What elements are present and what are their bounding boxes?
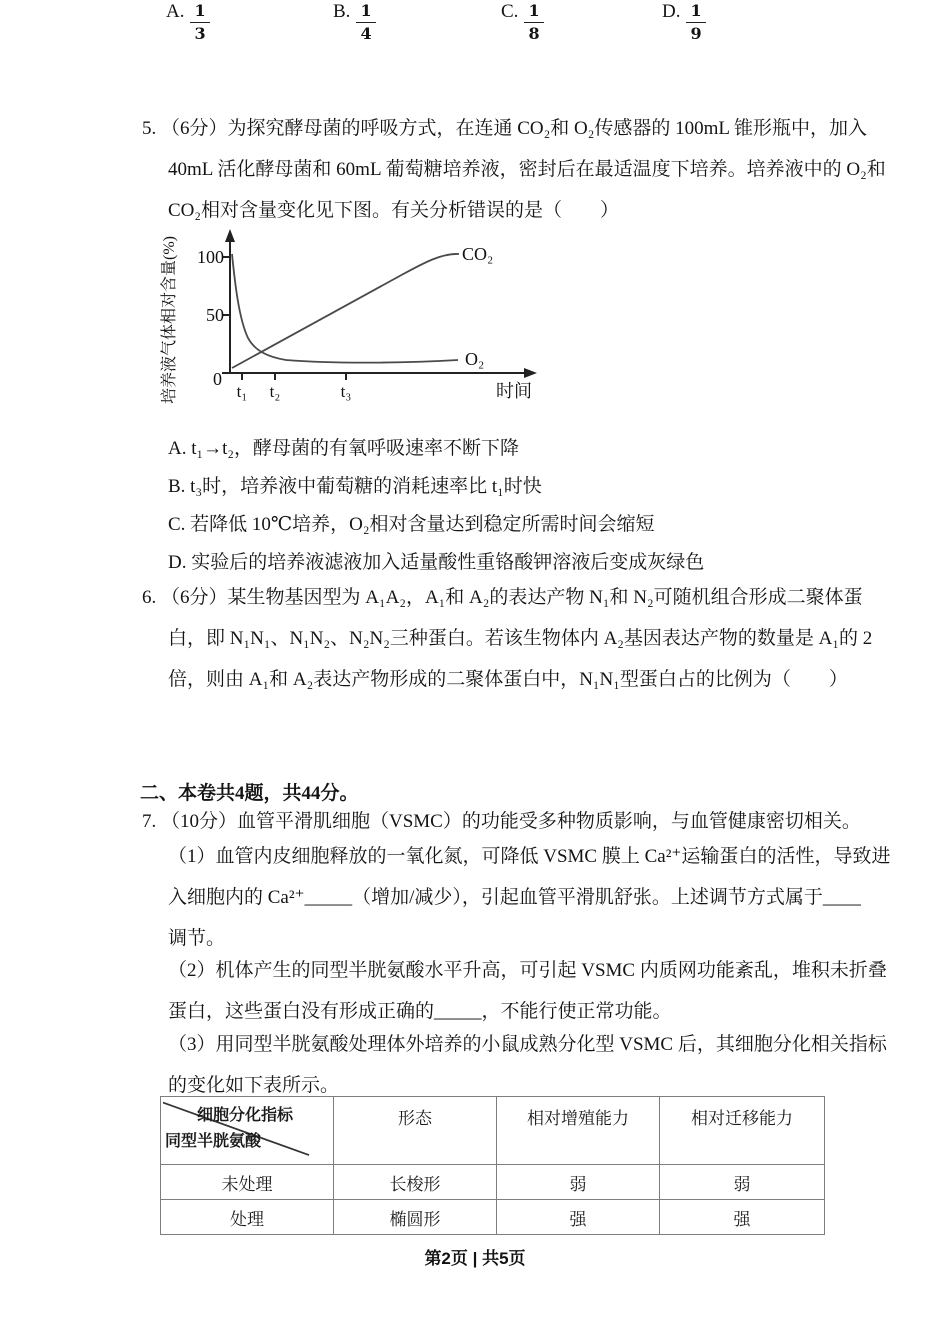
- q7-part1-line-3: 调节。: [168, 928, 226, 949]
- fraction-denominator: 9: [686, 22, 705, 45]
- question-6-line-2: 白，即 N₁N₁、N₁N₂、N₂N₂三种蛋白。若该生物体内 A₂基因表达产物的数量是 A₁的 2: [168, 628, 873, 649]
- question-6-options: [0, 0, 950, 56]
- q7-part3-line-1: （3）用同型半胱氨酸处理体外培养的小鼠成熟分化型 VSMC 后，其细胞分化相关指标: [168, 1034, 887, 1055]
- question-6-option-d: [662, 0, 706, 45]
- q7-part2-line-1: （2）机体产生的同型半胱氨酸水平升高，可引起 VSMC 内质网功能紊乱，堆积未折叠: [168, 960, 887, 981]
- y-axis-arrow-icon: [225, 229, 235, 242]
- chart-y-axis-label: 培养液气体相对含量(%): [161, 236, 178, 404]
- question-6-option-c: [501, 0, 544, 45]
- fraction-numerator: 1: [528, 1, 540, 20]
- chart-x-axis-label: 时间: [496, 381, 532, 401]
- y-tick-100-label: 100: [197, 247, 224, 267]
- y-tick-50-label: 50: [206, 305, 224, 325]
- x-axis-arrow-icon: [524, 368, 537, 378]
- table-header-migration: 相对迁移能力: [660, 1097, 825, 1165]
- table-cell: 弱: [660, 1165, 825, 1200]
- option-letter: B.: [333, 1, 351, 22]
- section-2-heading: 二、本卷共4题，共44分。: [140, 783, 359, 804]
- fraction-numerator: 1: [194, 1, 206, 20]
- question-5-option-b: B. t₃时，培养液中葡萄糖的消耗速率比 t₁时快: [168, 476, 542, 497]
- table-cell: 椭圆形: [334, 1200, 497, 1235]
- question-6: [142, 577, 872, 700]
- fraction-numerator: 1: [360, 1, 372, 20]
- question-6-line-3: 倍，则由 A₁和 A₂表达产物形成的二聚体蛋白中，N₁N₁型蛋白占的比例为（ ）: [168, 669, 848, 690]
- fraction: [524, 0, 543, 45]
- q7-part2-line-2: 蛋白，这些蛋白没有形成正确的_____，不能行使正常功能。: [168, 1001, 672, 1022]
- question-7-part-2: [168, 950, 887, 1032]
- question-5-line-3: CO₂相对含量变化见下图。有关分析错误的是（ ）: [168, 200, 620, 221]
- question-6-option-b: [333, 0, 376, 45]
- option-letter: A.: [166, 1, 185, 22]
- fraction: [190, 0, 209, 45]
- corner-label-homocysteine: 同型半胱氨酸: [165, 1133, 262, 1150]
- question-5-line-2: 40mL 活化酵母菌和 60mL 葡萄糖培养液，密封后在最适温度下培养。培养液中的 O₂和: [168, 159, 886, 180]
- question-6-option-a: [166, 0, 210, 45]
- question-5-option-a: A. t₁→t₂，酵母菌的有氧呼吸速率不断下降: [168, 438, 520, 459]
- co2-curve: [232, 254, 459, 368]
- y-tick-0-label: 0: [213, 369, 222, 389]
- question-7-part-3: [168, 1024, 887, 1106]
- option-letter: C.: [501, 1, 519, 22]
- fraction: [356, 0, 375, 45]
- fraction-denominator: 8: [524, 22, 543, 45]
- table-cell: 长梭形: [334, 1165, 497, 1200]
- question-5-option-d: D. 实验后的培养液滤液加入适量酸性重铬酸钾溶液后变成灰绿色: [168, 552, 705, 573]
- fraction-numerator: 1: [690, 1, 702, 20]
- table-header-proliferation: 相对增殖能力: [497, 1097, 660, 1165]
- table-header-shape: 形态: [334, 1097, 497, 1165]
- question-5-option-c: C. 若降低 10℃培养，O₂相对含量达到稳定所需时间会缩短: [168, 514, 655, 535]
- question-7-part-1: [168, 836, 890, 959]
- table-header-row: [161, 1097, 825, 1165]
- differentiation-table: [160, 1096, 825, 1235]
- co2-curve-label: CO₂: [462, 244, 494, 264]
- table-row: [161, 1200, 825, 1235]
- x-tick-t2-label: t₂: [269, 382, 281, 401]
- question-5-line-1: 5. （6分）为探究酵母菌的呼吸方式，在连通 CO₂和 O₂传感器的 100mL 锥形瓶中，加入: [142, 118, 868, 139]
- fraction-denominator: 4: [356, 22, 375, 45]
- fraction: [686, 0, 705, 45]
- table-cell: 弱: [497, 1165, 660, 1200]
- option-letter: D.: [662, 1, 681, 22]
- q7-part3-line-2: 的变化如下表所示。: [168, 1075, 340, 1096]
- table-cell: 未处理: [161, 1165, 334, 1200]
- page-footer: 第2页 | 共5页: [424, 1249, 526, 1268]
- corner-label-indicator: 细胞分化指标: [197, 1107, 294, 1124]
- o2-curve: [232, 254, 458, 363]
- question-7-intro: 7. （10分）血管平滑肌细胞（VSMC）的功能受多种物质影响，与血管健康密切相关。: [142, 811, 861, 832]
- gas-content-chart: [156, 224, 556, 424]
- x-tick-t1-label: t₁: [236, 382, 248, 401]
- o2-curve-label: O₂: [465, 349, 485, 369]
- table-cell: 处理: [161, 1200, 334, 1235]
- table-corner-cell: [161, 1097, 334, 1165]
- question-5-options: [168, 430, 704, 582]
- table-cell: 强: [497, 1200, 660, 1235]
- fraction-denominator: 3: [190, 22, 209, 45]
- table-row: [161, 1165, 825, 1200]
- question-5: [142, 108, 886, 231]
- x-tick-t3-label: t₃: [340, 382, 352, 401]
- q7-part1-line-2: 入细胞内的 Ca²⁺_____（增加/减少），引起血管平滑肌舒张。上述调节方式属于____: [168, 887, 861, 908]
- table-cell: 强: [660, 1200, 825, 1235]
- question-6-line-1: 6. （6分）某生物基因型为 A₁A₂，A₁和 A₂的表达产物 N₁和 N₂可随机组合形成二聚体蛋: [142, 587, 863, 608]
- q7-part1-line-1: （1）血管内皮细胞释放的一氧化氮，可降低 VSMC 膜上 Ca²⁺运输蛋白的活性，导致进: [168, 846, 891, 867]
